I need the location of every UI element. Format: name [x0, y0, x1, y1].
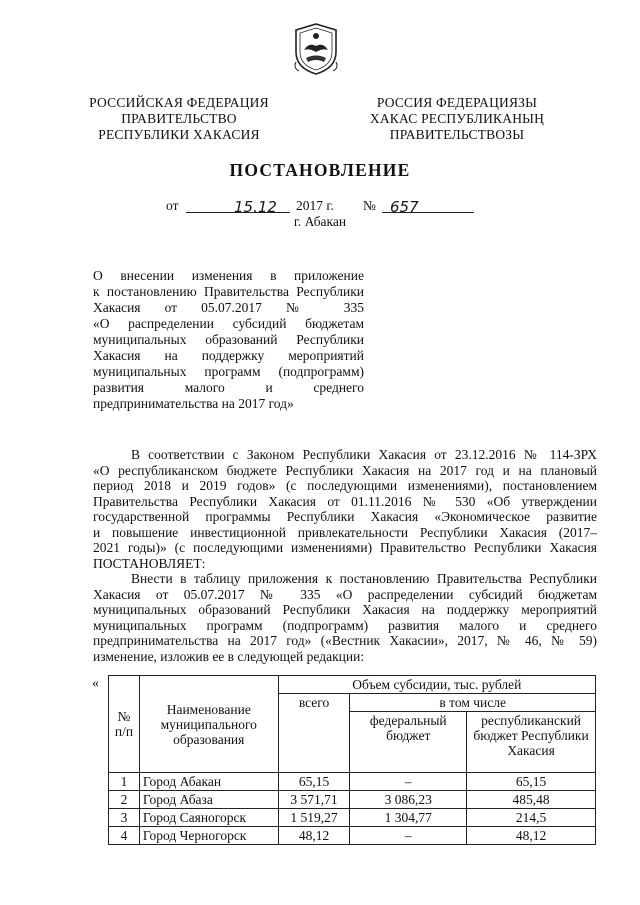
handwritten-date: 15.12	[234, 198, 277, 216]
row-republic: 485,48	[467, 791, 596, 809]
row-num: 2	[109, 791, 140, 809]
header-left-russian	[84, 95, 274, 143]
header-volume: Объем субсидии, тыс. рублей	[278, 676, 595, 694]
paragraph1-line: государственной программы Республики Хакасия «Экономическое развитие	[93, 509, 597, 524]
table-row	[109, 809, 596, 827]
row-total: 3 571,71	[278, 791, 350, 809]
row-republic: 214,5	[467, 809, 596, 827]
open-quote-mark: «	[92, 676, 99, 691]
header-right-khakas	[362, 95, 552, 143]
number-sign: №	[363, 198, 376, 213]
paragraph1-line: период 2018 и 2019 годов» (с последующими изменениями), постановлением	[93, 478, 597, 493]
paragraph1-line: Правительства Республики Хакасия от 01.11.2016 № 530 «Об утверждении	[93, 493, 597, 509]
row-num: 1	[109, 773, 140, 791]
subject-line: Хакасия от 05.07.2017 № 335	[93, 300, 364, 315]
paragraph2-line: муниципальных программ (подпрограмм) развития малого и среднего	[93, 617, 597, 633]
city-name: г. Абакан	[293, 214, 347, 229]
row-federal: –	[350, 773, 467, 791]
table-row	[109, 773, 596, 791]
row-federal: –	[350, 827, 467, 845]
header-right-line: ХАКАС РЕСПУБЛИКАНЫҢ	[369, 111, 545, 126]
subject-line: Хакасия на поддержку мероприятий	[93, 348, 364, 363]
subject-line: к постановлению Правительства Республики	[93, 284, 364, 299]
table-row	[109, 791, 596, 809]
row-name: Город Саяногорск	[139, 809, 278, 827]
table-row	[109, 827, 596, 845]
paragraph1-line: 2021 годы)» (с последующими изменениями) Правительство Республики Хакасия	[93, 540, 597, 555]
row-num: 3	[109, 809, 140, 827]
header-right-line: ПРАВИТЕЛЬСТВОЗЫ	[389, 127, 525, 142]
handwritten-number: 657	[390, 198, 419, 216]
header-including: в том числе	[350, 694, 596, 712]
subject-line: развития малого и среднего	[93, 380, 364, 395]
row-name: Город Абакан	[139, 773, 278, 791]
paragraph2-line: предпринимательства на 2017 год» («Вестник Хакасии», 2017, № 46, № 59)	[93, 633, 597, 648]
date-prefix: от	[166, 198, 179, 213]
row-num: 4	[109, 827, 140, 845]
coat-of-arms-emblem	[291, 22, 341, 76]
paragraph2-line: Внести в таблицу приложения к постановлению Правительства Республики	[131, 571, 597, 586]
header-federal: федеральный бюджет	[350, 712, 467, 773]
paragraph2-line: муниципальных образований Республики Хакасия на поддержку мероприятий	[93, 602, 597, 617]
subject-block	[93, 268, 364, 412]
date-year: 2017 г.	[296, 198, 334, 213]
row-republic: 48,12	[467, 827, 596, 845]
header-left-line: РЕСПУБЛИКИ ХАКАСИЯ	[98, 127, 260, 142]
row-total: 65,15	[278, 773, 350, 791]
resolves-word: ПОСТАНОВЛЯЕТ:	[93, 555, 206, 571]
header-total: всего	[278, 694, 350, 773]
header-left-line: ПРАВИТЕЛЬСТВО	[121, 111, 237, 126]
subsidies-table	[108, 675, 596, 845]
header-republic: республиканский бюджет Республики Хакасия	[467, 712, 596, 773]
row-republic: 65,15	[467, 773, 596, 791]
paragraph1-line: В соответствии с Законом Республики Хакасия от 23.12.2016 № 114-ЗРХ	[131, 447, 597, 462]
row-total: 48,12	[278, 827, 350, 845]
row-name: Город Черногорск	[139, 827, 278, 845]
paragraph2-line: Хакасия от 05.07.2017 № 335 «О распределении субсидий бюджетам	[93, 586, 597, 602]
subject-line: О внесении изменения в приложение	[93, 268, 364, 283]
header-right-line: РОССИЯ ФЕДЕРАЦИЯЗЫ	[376, 95, 538, 110]
table-header-row	[109, 676, 596, 694]
document-title: ПОСТАНОВЛЕНИЕ	[229, 160, 411, 180]
paragraph2-line: изменение, изложив ее в следующей редакции:	[93, 648, 365, 664]
row-federal: 3 086,23	[350, 791, 467, 809]
subject-line: муниципальных образований Республики	[93, 332, 364, 347]
subject-line: предпринимательства на 2017 год»	[93, 396, 294, 411]
paragraph1-line: «О республиканском бюджете Республики Хакасия на 2017 год и на плановый	[93, 462, 597, 478]
body-text	[93, 447, 597, 664]
subject-line: «О распределении субсидий бюджетам	[93, 316, 364, 331]
row-federal: 1 304,77	[350, 809, 467, 827]
header-num: № п/п	[109, 676, 140, 773]
row-name: Город Абаза	[139, 791, 278, 809]
header-name: Наименование муниципального образования	[139, 676, 278, 773]
paragraph1-line: и повышение инвестиционной привлекательности Республики Хакасия (2017–	[93, 524, 597, 540]
header-left-line: РОССИЙСКАЯ ФЕДЕРАЦИЯ	[89, 95, 269, 110]
subject-line: муниципальных программ (подпрограмм)	[93, 364, 364, 379]
row-total: 1 519,27	[278, 809, 350, 827]
